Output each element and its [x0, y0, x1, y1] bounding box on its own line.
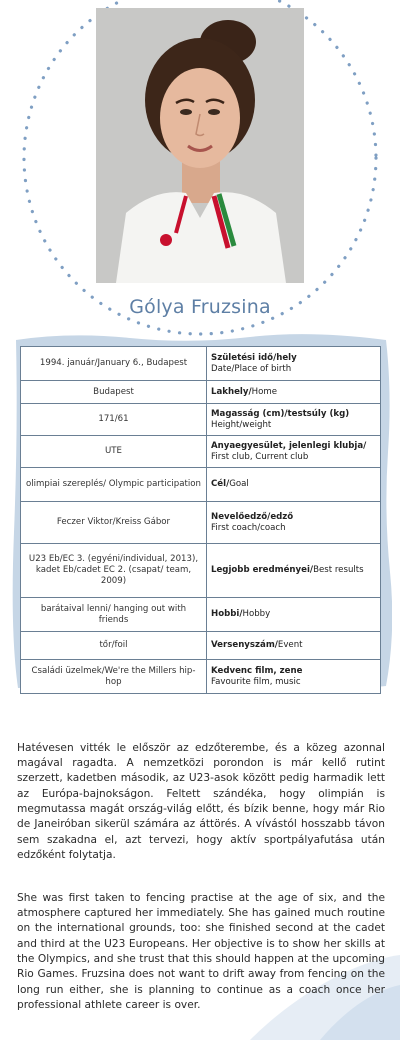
table-row	[21, 468, 381, 502]
coach-label: Nevelőedző/edző First coach/coach	[207, 502, 381, 544]
birth-value: 1994. január/January 6., Budapest	[21, 347, 207, 381]
personal-info-table	[20, 346, 381, 694]
table-row	[21, 660, 381, 694]
athlete-name: Gólya Fruzsina	[129, 296, 271, 318]
height-weight-label: Magasság (cm)/testsúly (kg) Height/weight	[207, 404, 381, 436]
hungarian-biography: Hatévesen vitték le először az edzőterembe, és a közeg azonnal magával ragadta. A nemzetközi porondon is már kellő rutint szerzett, kadetben második, az U23-asok között pedig harmadik lett az Európa-bajnokságon. Feltett szándéka, hogy olimpián is megmutassa magát ország-világ előtt, és bízik benne, hogy már Rio de Janeiróban sikerül számára az áttörés. A vívástól hosszabb távon sem szakadna el, azt tervezi, hogy aktív sportpályafutása után edzőként folytatja.	[17, 741, 385, 862]
event-value: tőr/foil	[21, 632, 207, 660]
table-row	[21, 544, 381, 598]
goal-value: olimpiai szereplés/ Olympic participation	[21, 468, 207, 502]
portrait-photo	[96, 8, 304, 283]
event-label: Versenyszám/Event	[207, 632, 381, 660]
table-row	[21, 632, 381, 660]
hobby-value: barátaival lenni/ hanging out with friends	[21, 598, 207, 632]
results-value: U23 Eb/EC 3. (egyéni/individual, 2013), kadet Eb/cadet EC 2. (csapat/ team, 2009)	[21, 544, 207, 598]
home-label: Lakhely/Home	[207, 381, 381, 404]
results-label: Legjobb eredményei/Best results	[207, 544, 381, 598]
table-row	[21, 502, 381, 544]
portrait-illustration	[96, 8, 304, 283]
goal-label: Cél/Goal	[207, 468, 381, 502]
table-row	[21, 404, 381, 436]
table-row	[21, 598, 381, 632]
coach-value: Feczer Viktor/Kreiss Gábor	[21, 502, 207, 544]
birth-label: Születési idő/hely Date/Place of birth	[207, 347, 381, 381]
height-weight-value: 171/61	[21, 404, 207, 436]
table-row	[21, 436, 381, 468]
club-label: Anyaegyesület, jelenlegi klubja/ First club, Current club	[207, 436, 381, 468]
hobby-label: Hobbi/Hobby	[207, 598, 381, 632]
home-value: Budapest	[21, 381, 207, 404]
table-row	[21, 381, 381, 404]
table-row	[21, 347, 381, 381]
club-value: UTE	[21, 436, 207, 468]
english-biography: She was first taken to fencing practise at the age of six, and the atmosphere captured her immediately. She has gained much routine on the international grounds, too: she finished second at the cadet and third at the U23 Europeans. Her objective is to show her skills at the Olympics, and she trust that this should happen at the upcoming Rio Games. Fruzsina does not want to drift away from fencing on the long run either, she is planning to continue as a coach once her professional athlete career is over.	[17, 891, 385, 1012]
favourite-value: Családi üzelmek/We're the Millers hip-hop	[21, 660, 207, 694]
favourite-label: Kedvenc film, zene Favourite film, music	[207, 660, 381, 694]
